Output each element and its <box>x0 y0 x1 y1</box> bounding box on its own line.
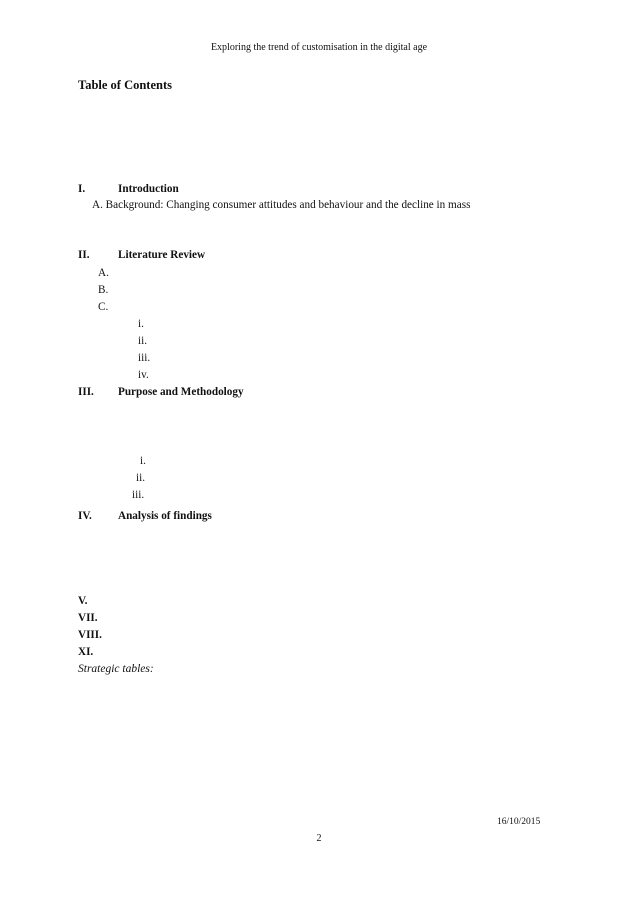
toc-entry-background-line1[interactable]: A. Background: Changing consumer attitudes and behaviour and the decline in mass <box>92 199 471 211</box>
section-number: I. <box>78 183 86 195</box>
section-title-analysis[interactable]: Analysis of findings <box>118 510 212 522</box>
sub-marker: i. <box>140 455 146 467</box>
section-number: III. <box>78 386 94 398</box>
section-number: XI. <box>78 646 94 658</box>
section-title-introduction[interactable]: Introduction <box>118 183 179 195</box>
sub-marker: ii. <box>138 335 148 347</box>
item-marker: C. <box>98 301 109 313</box>
running-header: Exploring the trend of customisation in the digital age <box>210 42 428 53</box>
page-number: 2 <box>316 833 322 844</box>
item-marker: B. <box>98 284 109 296</box>
section-number: V. <box>78 595 88 607</box>
sub-marker: i. <box>138 318 144 330</box>
sub-marker: iii. <box>132 489 145 501</box>
section-number: II. <box>78 249 90 261</box>
strategic-tables-heading: Strategic tables: <box>78 663 154 675</box>
section-number: IV. <box>78 510 92 522</box>
sub-marker: iii. <box>138 352 151 364</box>
section-number: VIII. <box>78 629 102 641</box>
item-marker: A. <box>98 267 109 279</box>
sub-marker: ii. <box>136 472 146 484</box>
sub-marker: iv. <box>138 369 149 381</box>
footer-date: 16/10/2015 <box>497 817 541 827</box>
section-title-purpose-methodology[interactable]: Purpose and Methodology <box>118 386 244 398</box>
section-title-literature-review[interactable]: Literature Review <box>118 249 206 261</box>
section-number: VII. <box>78 612 98 624</box>
toc-title: Table of Contents <box>78 78 172 92</box>
